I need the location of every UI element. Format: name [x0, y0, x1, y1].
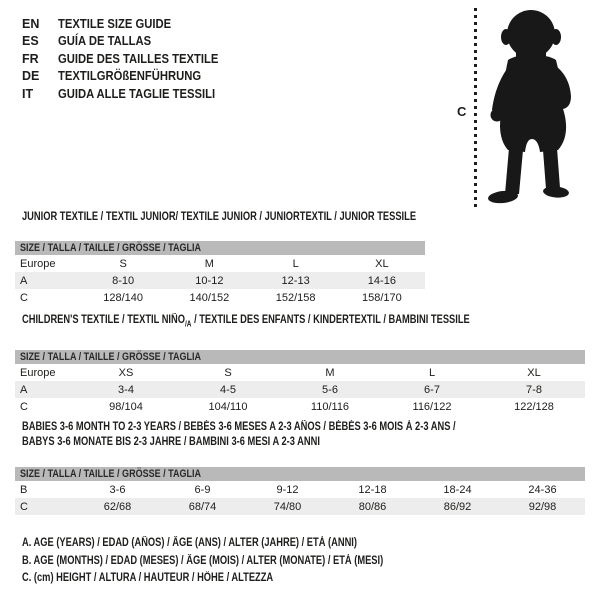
- language-code: FR: [22, 51, 39, 66]
- size-header-bar: [15, 350, 585, 364]
- size-cell: 9-12: [276, 483, 299, 496]
- row-label: B: [20, 483, 28, 496]
- size-cell: 62/68: [103, 500, 132, 513]
- size-header-label: SIZE / TALLA / TAILLE / GRÖSSE / TAGLIA: [20, 351, 202, 364]
- row-label: Europe: [20, 257, 56, 270]
- language-row: [22, 33, 236, 51]
- size-cell: 24-36: [528, 483, 557, 496]
- size-cell: L: [292, 257, 299, 270]
- size-cell: L: [428, 366, 436, 379]
- size-cell: XL: [375, 257, 389, 270]
- size-cell: XL: [527, 366, 541, 379]
- footnotes: [22, 535, 468, 588]
- table-row: [15, 498, 585, 515]
- height-measure-line: [474, 8, 477, 207]
- children-table-title: [22, 313, 585, 331]
- size-cell: 12-18: [358, 483, 387, 496]
- guide-title: TEXTILGRÖßENFÜHRUNG: [58, 69, 202, 84]
- junior-textile-section: [15, 210, 425, 306]
- guide-title: GUIDE DES TAILLES TEXTILE: [58, 51, 219, 66]
- size-cell: 4-5: [220, 383, 236, 396]
- children-size-table: [15, 350, 585, 415]
- size-cell: 7-8: [526, 383, 542, 396]
- size-cell: 18-24: [443, 483, 472, 496]
- footnote-height: C. (cm) HEIGHT / ALTURA / HAUTEUR / HÖHE / ALTEZZA: [22, 572, 274, 584]
- babies-textile-section: [15, 420, 585, 515]
- size-cell: 8-10: [112, 274, 135, 287]
- size-cell: 140/152: [189, 291, 230, 304]
- table-title-line: CHILDREN'S TEXTILE / TEXTIL $NIÑO_{/A}$ / TEXTILE DES ENFANTS / KINDERTEXTIL / BAMBINI TESSILE: [22, 314, 470, 329]
- size-cell: 68/74: [188, 500, 217, 513]
- language-row: [22, 15, 236, 33]
- table-title-line: JUNIOR TEXTILE / TEXTIL JUNIOR/ TEXTILE JUNIOR / JUNIORTEXTIL / JUNIOR TESSILE: [22, 211, 417, 223]
- size-cell: 12-13: [281, 274, 310, 287]
- table-row: [15, 289, 425, 306]
- size-cell: 14-16: [367, 274, 396, 287]
- language-code: ES: [22, 34, 39, 49]
- size-header-bar: [15, 241, 425, 255]
- size-cell: 104/110: [208, 400, 248, 413]
- size-cell: 6-9: [194, 483, 211, 496]
- size-cell: M: [204, 257, 214, 270]
- row-label: A: [20, 274, 28, 287]
- junior-size-table: [15, 241, 425, 306]
- height-measure-label: C: [457, 104, 467, 119]
- toddler-silhouette-icon: [486, 8, 594, 206]
- table-row: [15, 255, 425, 272]
- size-cell: 122/128: [514, 400, 554, 413]
- size-cell: 152/158: [275, 291, 316, 304]
- language-row: [22, 68, 236, 86]
- size-cell: 6-7: [424, 383, 440, 396]
- table-row: [15, 272, 425, 289]
- size-cell: 3-6: [109, 483, 126, 496]
- size-cell: S: [119, 257, 127, 270]
- table-row: [15, 364, 585, 381]
- size-cell: XS: [118, 366, 134, 379]
- size-cell: 74/80: [273, 500, 302, 513]
- size-cell: 86/92: [443, 500, 472, 513]
- footnote-age-months: B. AGE (MONTHS) / EDAD (MESES) / ÂGE (MOIS) / ALTER (MONATE) / ETÀ (MESI): [22, 554, 384, 567]
- size-header-bar: [15, 467, 585, 481]
- size-cell: 110/116: [310, 400, 350, 413]
- babies-size-table: [15, 467, 585, 515]
- size-header-label: SIZE / TALLA / TAILLE / GRÖSSE / TAGLIA: [20, 468, 202, 480]
- row-label: A: [20, 383, 28, 396]
- guide-title: GUIDA ALLE TAGLIE TESSILI: [58, 86, 216, 101]
- language-code: EN: [22, 16, 40, 31]
- size-cell: 80/86: [358, 500, 387, 513]
- table-row: [15, 398, 585, 415]
- table-title-line: BABIES 3-6 MONTH TO 2-3 YEARS / BEBÉS 3-6 MESES A 2-3 AÑOS / BÉBÉS 3-6 MOIS À 2-3 ANS /: [22, 421, 456, 433]
- language-code: DE: [22, 69, 40, 84]
- table-row: [15, 481, 585, 498]
- size-cell: 92/98: [528, 500, 557, 513]
- size-cell: 116/122: [412, 400, 452, 413]
- row-label: Europe: [20, 366, 56, 379]
- guide-title: TEXTILE SIZE GUIDE: [58, 16, 172, 31]
- children-textile-section: [15, 313, 585, 415]
- language-row: [22, 50, 236, 68]
- size-cell: 5-6: [322, 383, 338, 396]
- table-title-line: BABYS 3-6 MONATE BIS 2-3 JAHRE / BAMBINI 3-6 MESI A 2-3 ANNI: [22, 436, 320, 448]
- row-label: C: [20, 400, 28, 413]
- size-cell: 158/170: [361, 291, 402, 304]
- size-cell: 128/140: [103, 291, 143, 304]
- babies-table-title: [22, 420, 585, 450]
- footnote-age-years: A. AGE (YEARS) / EDAD (AÑOS) / ÂGE (ANS) / ALTER (JAHRE) / ETÀ (ANNI): [22, 537, 357, 549]
- language-row: [22, 85, 236, 103]
- junior-table-title: [22, 210, 425, 225]
- language-title-list: [22, 15, 236, 103]
- size-cell: 3-4: [118, 383, 134, 396]
- size-cell: S: [224, 366, 232, 379]
- row-label: C: [20, 291, 28, 304]
- table-row: [15, 381, 585, 398]
- row-label: C: [20, 500, 28, 513]
- size-cell: M: [325, 366, 335, 379]
- guide-title: GUÍA DE TALLAS: [58, 34, 152, 49]
- language-code: IT: [22, 86, 34, 101]
- size-cell: 10-12: [195, 274, 224, 287]
- size-cell: 98/104: [109, 400, 143, 413]
- size-header-label: SIZE / TALLA / TAILLE / GRÖSSE / TAGLIA: [20, 242, 202, 254]
